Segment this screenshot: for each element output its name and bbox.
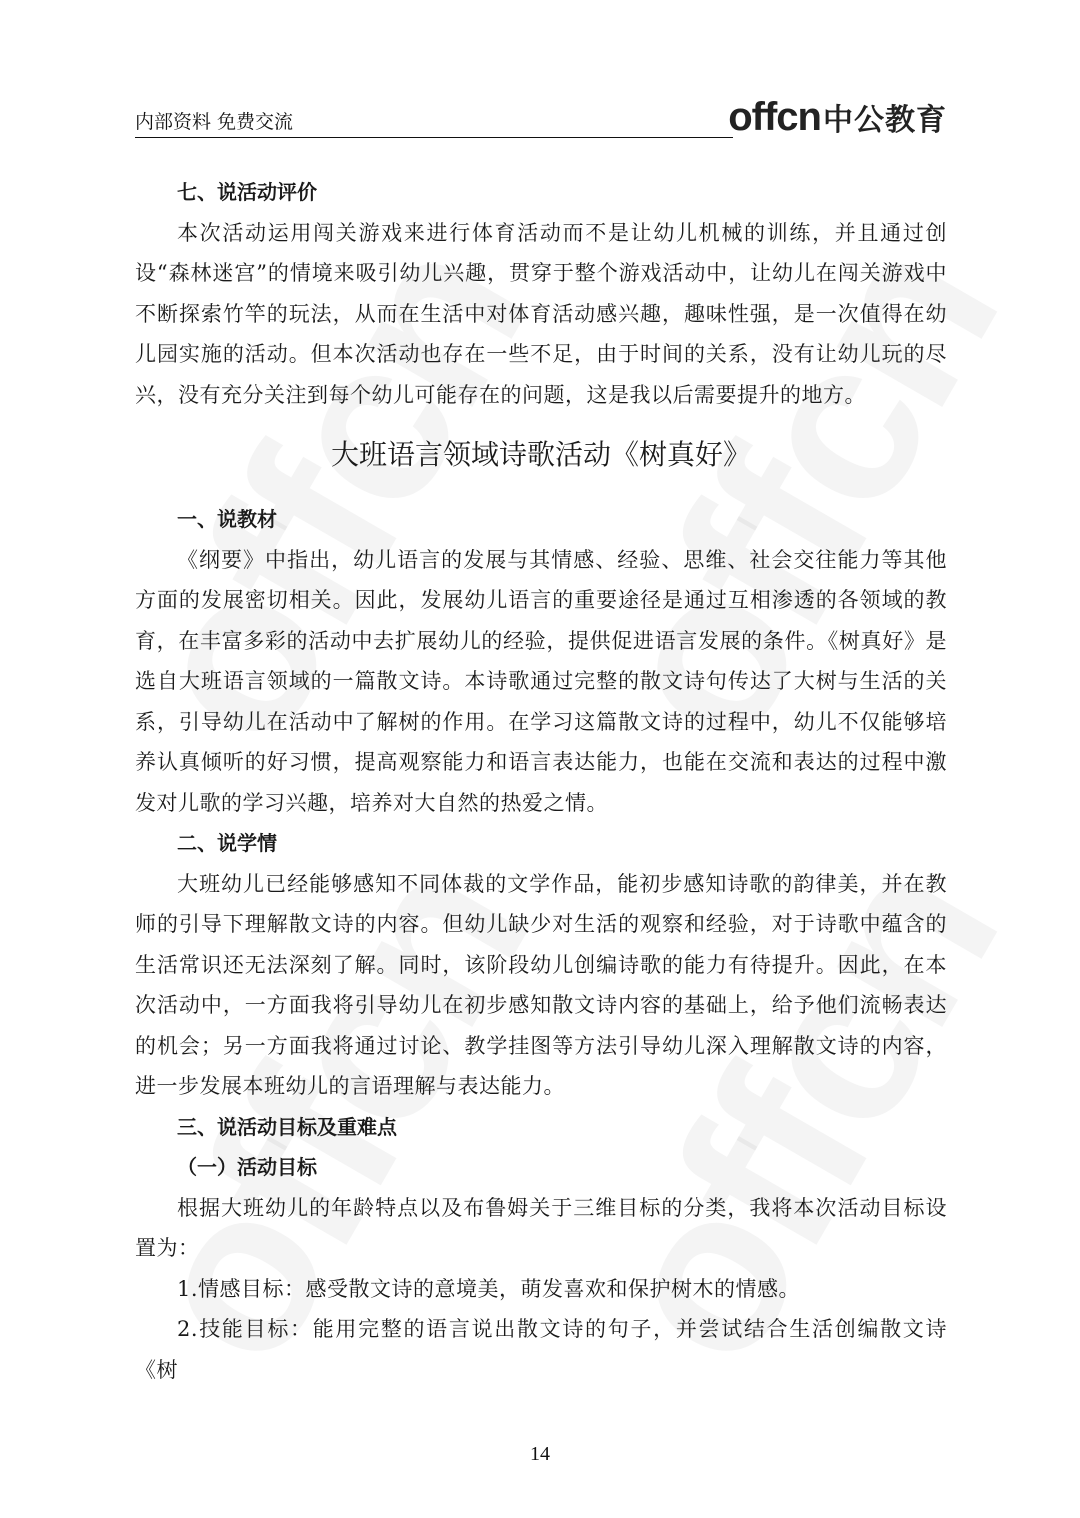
offcn-logo: [728, 95, 947, 140]
goal-item-emotion: 1.情感目标：感受散文诗的意境美，萌发喜欢和保护树木的情感。: [177, 1276, 801, 1301]
section-heading-material: 一、说教材: [177, 507, 277, 531]
goal-item-skill: 2.技能目标：能用完整的语言说出散文诗的句子，并尝试结合生活创编散文诗《树: [135, 1317, 947, 1382]
paragraph-learner: 大班幼儿已经能够感知不同体裁的文学作品，能初步感知诗歌的韵律美，并在教师的引导下理解散文诗的内容。但幼儿缺少对生活的观察和经验，对于诗歌中蕴含的生活常识还无法深刻了解。同时，该阶段幼儿创编诗歌的能力有待提升。因此，在本次活动中，一方面我将引导幼儿在初步感知散文诗内容的基础上，给予他们流畅表达的机会；另一方面我将通过讨论、教学挂图等方法引导幼儿深入理解散文诗的内容，进一步发展本班幼儿的言语理解与表达能力。: [135, 871, 947, 1098]
section-heading-goals: 三、说活动目标及重难点: [177, 1114, 397, 1139]
logo-text-en: offcn: [728, 95, 821, 139]
header-rule: [135, 137, 733, 139]
header-label: 内部资料 免费交流: [135, 111, 294, 133]
paragraph-material: 《纲要》中指出，幼儿语言的发展与其情感、经验、思维、社会交往能力等其他方面的发展密切相关。因此，发展幼儿语言的重要途径是通过互相渗透的各领域的教育，在丰富多彩的活动中去扩展幼儿的经验，提供促进语言发展的条件。《树真好》是选自大班语言领域的一篇散文诗。本诗歌通过完整的散文诗句传达了大树与生活的关系，引导幼儿在活动中了解树的作用。在学习这篇散文诗的过程中，幼儿不仅能够培养认真倾听的好习惯，提高观察能力和语言表达能力，也能在交流和表达的过程中激发对儿歌的学习兴趣，培养对大自然的热爱之情。: [135, 547, 947, 815]
document-title: 大班语言领域诗歌活动《树真好》: [330, 438, 751, 471]
subsection-heading-goals: （一）活动目标: [177, 1155, 317, 1179]
section-heading-learner: 二、说学情: [177, 831, 277, 855]
paragraph-evaluation: 本次活动运用闯关游戏来进行体育活动而不是让幼儿机械的训练，并且通过创设“森林迷宫”的情境来吸引幼儿兴趣，贯穿于整个游戏活动中，让幼儿在闯关游戏中不断探索竹竿的玩法，从而在生活中对体育活动感兴趣，趣味性强，是一次值得在幼儿园实施的活动。但本次活动也存在一些不足，由于时间的关系，没有让幼儿玩的尽兴，没有充分关注到每个幼儿可能存在的问题，这是我以后需要提升的地方。: [135, 220, 947, 407]
logo-text-cn: 中公教育: [823, 103, 947, 138]
section-heading-evaluation: 七、说活动评价: [177, 180, 317, 204]
paragraph-goals: 根据大班幼儿的年龄特点以及布鲁姆关于三维目标的分类，我将本次活动目标设置为：: [135, 1195, 947, 1260]
page-header: [135, 92, 947, 139]
page-number: 14: [530, 1443, 550, 1465]
page-body: [135, 172, 947, 1390]
